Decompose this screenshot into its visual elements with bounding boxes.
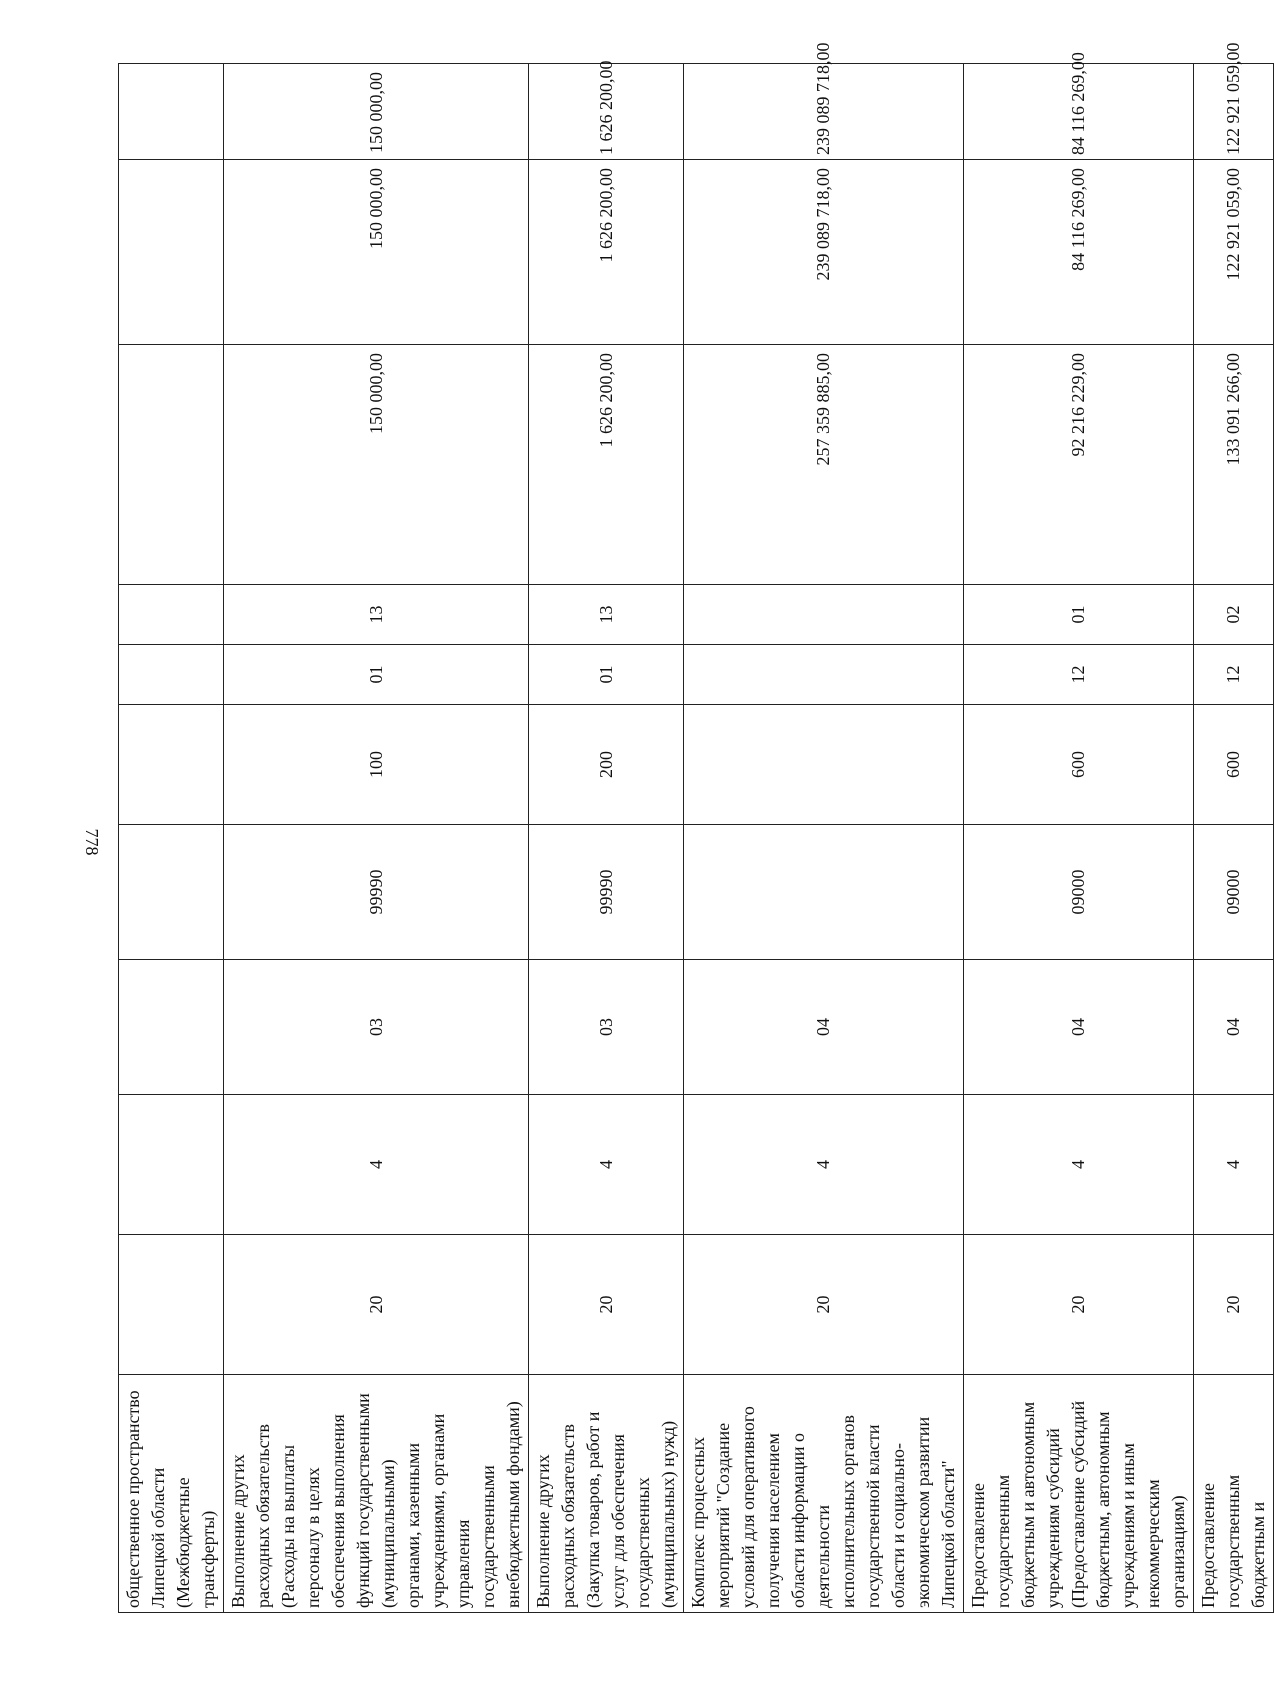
cell-c3: 03 (224, 960, 529, 1095)
cell-c2: 4 (964, 1095, 1194, 1235)
cell-v3: 150 000,00 (224, 64, 529, 160)
page-number: 778 (82, 828, 102, 856)
row-name: общественное пространство Липецкой области (Межбюджетные трансферты) (119, 1375, 224, 1613)
cell-v1 (119, 345, 224, 585)
cell-c6: 12 (1194, 645, 1274, 705)
cell-c3: 04 (964, 960, 1194, 1095)
cell-c4: 09000 (1194, 825, 1274, 960)
cell-c4: 09000 (964, 825, 1194, 960)
cell-c7: 02 (1194, 585, 1274, 645)
cell-v1: 257 359 885,00 (684, 345, 964, 585)
cell-c7 (684, 585, 964, 645)
cell-c6: 01 (224, 645, 529, 705)
cell-c4: 99990 (224, 825, 529, 960)
cell-c7: 13 (224, 585, 529, 645)
cell-v3: 1 626 200,00 (529, 64, 684, 160)
cell-c7 (119, 585, 224, 645)
cell-c1: 20 (684, 1235, 964, 1375)
cell-v2: 84 116 269,00 (964, 160, 1194, 345)
cell-c7: 13 (529, 585, 684, 645)
cell-v2 (119, 160, 224, 345)
rotated-table-wrapper (118, 42, 1268, 1613)
cell-c4 (684, 825, 964, 960)
cell-v3: 239 089 718,00 (684, 64, 964, 160)
cell-v2: 150 000,00 (224, 160, 529, 345)
cell-v1: 92 216 229,00 (964, 345, 1194, 585)
cell-v1: 1 626 200,00 (529, 345, 684, 585)
cell-c2 (119, 1095, 224, 1235)
table-row (224, 64, 529, 1613)
cell-v2: 122 921 059,00 (1194, 160, 1274, 345)
cell-c2: 4 (224, 1095, 529, 1235)
cell-c5 (119, 705, 224, 825)
table-row (119, 64, 224, 1613)
cell-c3: 04 (1194, 960, 1274, 1095)
cell-c4: 99990 (529, 825, 684, 960)
cell-c1: 20 (1194, 1235, 1274, 1375)
budget-table (118, 42, 1274, 1613)
row-name: Предоставление государственным бюджетным и (1194, 1375, 1274, 1613)
cell-c1 (119, 1235, 224, 1375)
cell-c4 (119, 825, 224, 960)
row-name: Комплекс процессных мероприятий "Создание условий для оперативного получения населением области информации о деятельности исполнительных органов государственной власти области и социально-экономическом развитии Липецкой области" (684, 1375, 964, 1613)
cell-c7: 01 (964, 585, 1194, 645)
row-name: Выполнение других расходных обязательств (Закупка товаров, работ и услуг для обеспечения государственных (муниципальных) нужд) (529, 1375, 684, 1613)
cell-c3: 04 (684, 960, 964, 1095)
cell-c1: 20 (529, 1235, 684, 1375)
cell-c2: 4 (529, 1095, 684, 1235)
cell-c6 (684, 645, 964, 705)
cell-v3: 84 116 269,00 (964, 64, 1194, 160)
cell-v1: 150 000,00 (224, 345, 529, 585)
cell-c3 (119, 960, 224, 1095)
cell-v2: 1 626 200,00 (529, 160, 684, 345)
cell-c5: 600 (1194, 705, 1274, 825)
row-name: Предоставление государственным бюджетным и автономным учреждениям субсидий (Предоставление субсидий бюджетным, автономным учреждениям и иным некоммерческим организациям) (964, 1375, 1194, 1613)
cell-c6: 12 (964, 645, 1194, 705)
cell-v1: 133 091 266,00 (1194, 345, 1274, 585)
table-row (964, 64, 1194, 1613)
cell-c6 (119, 645, 224, 705)
cell-c5 (684, 705, 964, 825)
cell-c5: 600 (964, 705, 1194, 825)
table-row (684, 64, 964, 1613)
cell-c3: 03 (529, 960, 684, 1095)
table-row (529, 64, 684, 1613)
cell-c2: 4 (684, 1095, 964, 1235)
cell-c5: 100 (224, 705, 529, 825)
row-name: Выполнение других расходных обязательств (Расходы на выплаты персоналу в целях обеспечения выполнения функций государственными (муниципальными) органами, казенными учреждениями, органами управления государственными внебюджетными фондами) (224, 1375, 529, 1613)
cell-c1: 20 (964, 1235, 1194, 1375)
cell-c5: 200 (529, 705, 684, 825)
table-row (1194, 64, 1274, 1613)
cell-v2: 239 089 718,00 (684, 160, 964, 345)
cell-c6: 01 (529, 645, 684, 705)
cell-v3: 122 921 059,00 (1194, 64, 1274, 160)
cell-v3 (119, 64, 224, 160)
cell-c2: 4 (1194, 1095, 1274, 1235)
cell-c1: 20 (224, 1235, 529, 1375)
